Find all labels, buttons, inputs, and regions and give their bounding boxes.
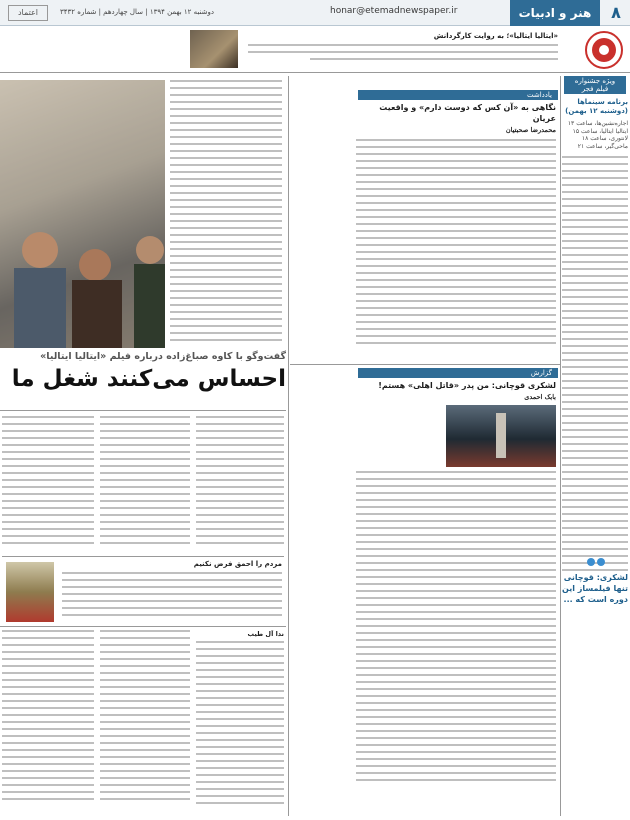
feature-box — [2, 560, 284, 624]
interview-article — [356, 380, 556, 820]
top-story-photo — [190, 30, 238, 68]
feature-subtitle: گفت‌وگو با کاوه صباغ‌زاده درباره فیلم «ایتالیا ایتالیا» — [40, 351, 286, 362]
interview-author: بابک احمدی — [524, 393, 556, 401]
feature-side-author: ندا آل طیب — [247, 630, 284, 638]
sidebar-quote — [562, 572, 628, 812]
quote-icon — [586, 556, 606, 568]
sidebar-quote-text: لشکری: قوچانی تنها فیلمساز این دوره است که ... — [562, 573, 628, 604]
dateline: دوشنبه ۱۲ بهمن ۱۳۹۴ | سال چهاردهم | شماره ۳۴۳۲ — [60, 8, 214, 16]
interview-kicker: گزارش — [358, 368, 558, 378]
feature-column-5 — [196, 630, 284, 816]
sidebar-kicker: ویژه جشنواره فیلم فجر — [564, 76, 626, 94]
section-email: honar@etemadnewspaper.ir — [330, 6, 458, 16]
feature-photo — [0, 80, 165, 348]
section-title: هنر و ادبیات — [510, 0, 600, 26]
feature-column-3 — [100, 416, 190, 556]
page-header — [0, 0, 630, 26]
feature-side-note-header — [168, 80, 286, 92]
feature-headline-block — [0, 350, 286, 410]
top-story-title: «ایتالیا ایتالیا»؛ به روایت کارگردانش — [433, 32, 558, 40]
commentary-title: نگاهی به «آن کس که دوست دارم» و واقعیت عریان — [379, 103, 556, 123]
sidebar-item: ماحی‌گیر، ساعت ۲۱ — [577, 142, 628, 150]
feature-box-title: مردم را احمق فرض نکنیم — [193, 560, 282, 568]
page-number: ۸ — [611, 3, 621, 22]
feature-headline: احساس می‌کنند شغل ما — [11, 366, 286, 392]
interview-photo — [446, 405, 556, 467]
sidebar-item: اجاره‌نشین‌ها، ساعت ۱۳ — [567, 120, 628, 127]
feature-column-6 — [100, 630, 190, 816]
feature-column-1 — [170, 80, 282, 348]
brand-logo: اعتماد — [8, 5, 48, 21]
feature-column-4 — [2, 416, 94, 556]
poster-image — [6, 562, 54, 622]
commentary-article — [356, 102, 556, 360]
top-story — [188, 30, 558, 70]
sidebar-item: لانتوری، ساعت ۱۸ — [581, 135, 628, 143]
sidebar-program-title: برنامه سینماها (دوشنبه ۱۲ بهمن) — [565, 98, 628, 115]
feature-photo-figures — [0, 80, 165, 348]
festival-badge-icon — [584, 30, 624, 70]
commentary-author: محمدرضا صحبتیان — [505, 126, 556, 134]
sidebar-item: ایتالیا ایتالیا، ساعت ۱۵ — [572, 127, 628, 135]
feature-column-2 — [196, 416, 284, 556]
commentary-kicker: یادداشت — [358, 90, 558, 100]
feature-column-7 — [2, 630, 94, 816]
interview-title: لشکری قوچانی: من پدر «قاتل اهلی» هستم! — [378, 381, 556, 390]
top-story-body — [248, 44, 558, 65]
